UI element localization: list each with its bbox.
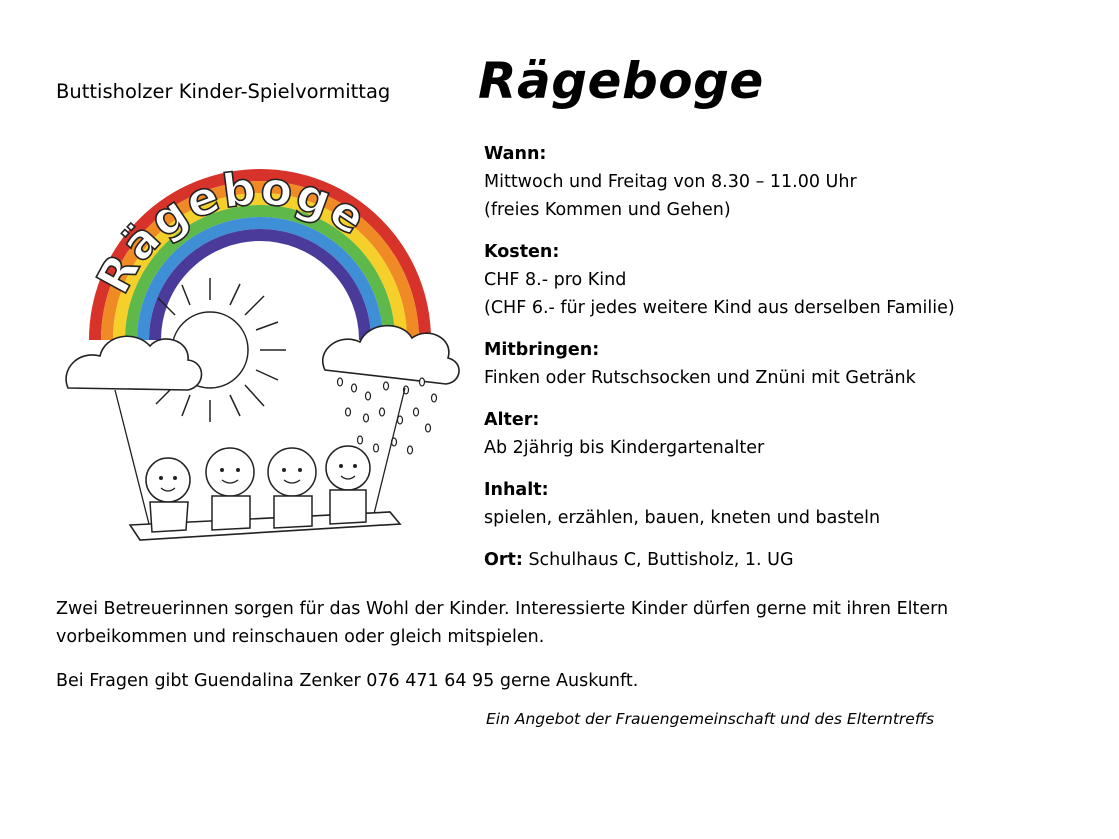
- right-cloud-icon: [323, 326, 459, 384]
- child-body-3: [274, 496, 312, 528]
- info-when-line: (freies Kommen und Gehen): [484, 200, 731, 220]
- rainbow-swing-drawing: [50, 150, 470, 560]
- info-bring-line: Finken oder Rutschsocken und Znüni mit Getränk: [484, 368, 916, 388]
- child-head-3: [268, 448, 316, 496]
- description-line: vorbeikommen und reinschauen oder gleich mitspielen.: [56, 627, 545, 647]
- description-line: Zwei Betreuerinnen sorgen für das Wohl der Kinder. Interessierte Kinder dürfen gerne mit ihren Eltern: [56, 599, 949, 619]
- left-cloud-icon: [66, 336, 201, 390]
- info-age-line: Ab 2jährig bis Kindergartenalter: [484, 438, 765, 458]
- info-cost: [484, 238, 955, 322]
- event-info: [484, 140, 955, 588]
- description-paragraph: [56, 595, 1056, 651]
- info-age: [484, 406, 955, 462]
- info-content: [484, 476, 955, 532]
- info-bring-label: Mitbringen:: [484, 340, 600, 360]
- info-when-label: Wann:: [484, 144, 547, 164]
- child-head-2: [206, 448, 254, 496]
- logo-arc-text: Rägeboge: [85, 160, 378, 302]
- child-body-2: [212, 496, 250, 530]
- info-location-label: Ort:: [484, 550, 523, 570]
- info-cost-line: (CHF 6.- für jedes weitere Kind aus derselben Familie): [484, 298, 955, 318]
- info-location-value: Schulhaus C, Buttisholz, 1. UG: [522, 550, 794, 570]
- info-age-label: Alter:: [484, 410, 540, 430]
- info-location: [484, 546, 955, 574]
- contact-line: Bei Fragen gibt Guendalina Zenker 076 471 64 95 gerne Auskunft.: [56, 671, 639, 691]
- flyer-title: Rägeboge: [478, 52, 764, 110]
- flyer-subtitle: Buttisholzer Kinder-Spielvormittag: [56, 80, 391, 103]
- organizer-note: Ein Angebot der Frauengemeinschaft und des Elterntreffs: [486, 710, 935, 728]
- child-head-4: [326, 446, 370, 490]
- info-cost-label: Kosten:: [484, 242, 560, 262]
- info-content-line: spielen, erzählen, bauen, kneten und basteln: [484, 508, 881, 528]
- child-head-1: [146, 458, 190, 502]
- child-body-4: [330, 490, 366, 524]
- rain-drops-icon: [338, 378, 437, 454]
- rageboge-logo-illustration: [50, 150, 470, 560]
- info-content-label: Inhalt:: [484, 480, 549, 500]
- info-when-line: Mittwoch und Freitag von 8.30 – 11.00 Uhr: [484, 172, 857, 192]
- info-when: [484, 140, 955, 224]
- info-bring: [484, 336, 955, 392]
- child-body-1: [150, 502, 188, 532]
- info-cost-line: CHF 8.- pro Kind: [484, 270, 627, 290]
